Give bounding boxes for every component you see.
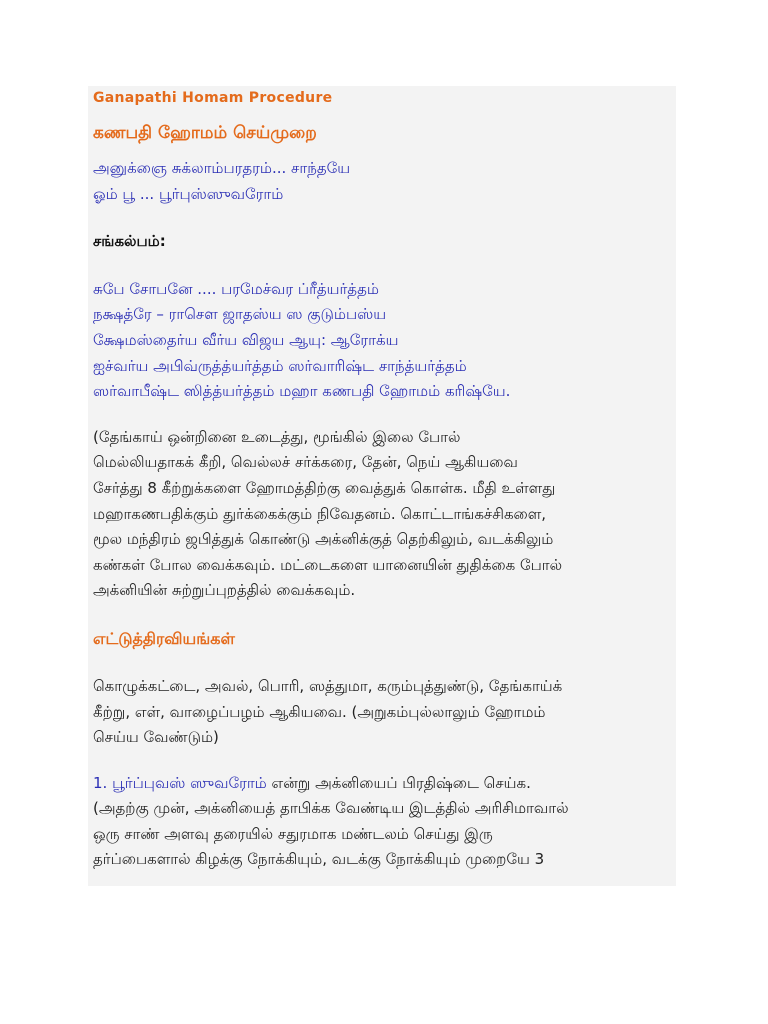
ingredients-line: கொழுக்கட்டை, அவல், பொரி, ஸத்துமா, கரும்புத்துண்டு, தேங்காய்க் — [93, 676, 563, 695]
step-1-first-line — [93, 771, 676, 797]
sankalpam-block — [93, 277, 676, 405]
paragraph-line: மூல மந்திரம் ஜபித்துக் கொண்டு அக்னிக்குத் தெற்கிலும், வடக்கிலும் — [93, 530, 554, 549]
sankalpam-line: ஐச்வர்ய அபிவ்ருத்த்யர்த்தம் ஸர்வாரிஷ்ட சாந்த்யர்த்தம் — [93, 356, 467, 375]
sankalpam-label: சங்கல்பம்: — [93, 232, 166, 251]
title-tamil: கணபதி ஹோமம் செய்முறை — [93, 123, 317, 143]
sankalpam-line: சுபே சோபனே .... பரமேச்வர ப்ரீத்யர்த்தம் — [93, 279, 379, 298]
sankalpam-line: ஸர்வாபீஷ்ட ஸித்த்யர்த்தம் மஹா கணபதி ஹோமம் கரிஷ்யே. — [93, 382, 511, 401]
sankalpam-line: நக்ஷத்ரே – ராசெள ஜாதஸ்ய ஸ குடும்பஸ்ய — [93, 305, 387, 324]
paragraph-line: மெல்லியதாகக் கீறி, வெல்லச் சர்க்கரை, தேன், நெய் ஆகியவை — [93, 453, 518, 472]
intro-line: அனுக்ஞை சுக்லாம்பரதரம்... சாந்தயே — [93, 159, 351, 177]
paragraph-line: சேர்த்து 8 கீற்றுக்களை ஹோமத்திற்கு வைத்துக் கொள்க. மீதி உள்ளது — [93, 478, 556, 497]
step-1-line: தர்ப்பைகளால் கிழக்கு நோக்கியும், வடக்கு நோக்கியும் முறையே 3 — [93, 850, 545, 869]
paragraph-line: மஹாகணபதிக்கும் துர்க்கைக்கும் நிவேதனம். கொட்டாங்கச்சிகளை, — [93, 504, 547, 523]
intro-block — [93, 156, 676, 207]
step-number: 1. — [93, 773, 108, 792]
step-1-line: (அதற்கு முன், அக்னியைத் தாபிக்க வேண்டிய இடத்தில் அரிசிமாவால் — [93, 799, 569, 818]
ingredients-line: கீற்று, எள், வாழைப்பழம் ஆகியவை. (அறுகம்புல்லாலும் ஹோமம் — [93, 702, 546, 721]
ingredients-line: செய்ய வேண்டும்) — [93, 728, 219, 747]
document-content — [88, 86, 676, 873]
ingredients-paragraph — [93, 674, 676, 751]
instruction-paragraph — [93, 425, 676, 604]
step-1-text: என்று அக்னியைப் பிரதிஷ்டை செய்க. — [266, 773, 531, 792]
intro-line: ஓம் பூ ... பூர்புஸ்ஸுவரோம் — [93, 184, 284, 203]
paragraph-line: அக்னியின் சுற்றுப்புறத்தில் வைக்கவும். — [93, 581, 356, 600]
section-title-ashta-dravyam: எட்டுத்திரவியங்கள் — [93, 628, 235, 648]
step-1-line: ஒரு சாண் அளவு தரையில் சதுரமாக மண்டலம் செய்து இரு — [93, 824, 493, 843]
step-1-paragraph — [93, 771, 676, 873]
title-english: Ganapathi Homam Procedure — [93, 90, 333, 106]
sankalpam-line: க்ஷேமஸ்தைர்ய வீர்ய விஜய ஆயு: ஆரோக்ய — [93, 330, 399, 349]
document-page — [88, 86, 676, 886]
paragraph-line: கண்கள் போல வைக்கவும். மட்டைகளை யானையின் துதிக்கை போல் — [93, 555, 563, 574]
step-1-mantra: பூர்ப்புவஸ் ஸுவரோம் — [112, 773, 267, 792]
paragraph-line: (தேங்காய் ஒன்றினை உடைத்து, மூங்கில் இலை போல் — [93, 427, 461, 446]
